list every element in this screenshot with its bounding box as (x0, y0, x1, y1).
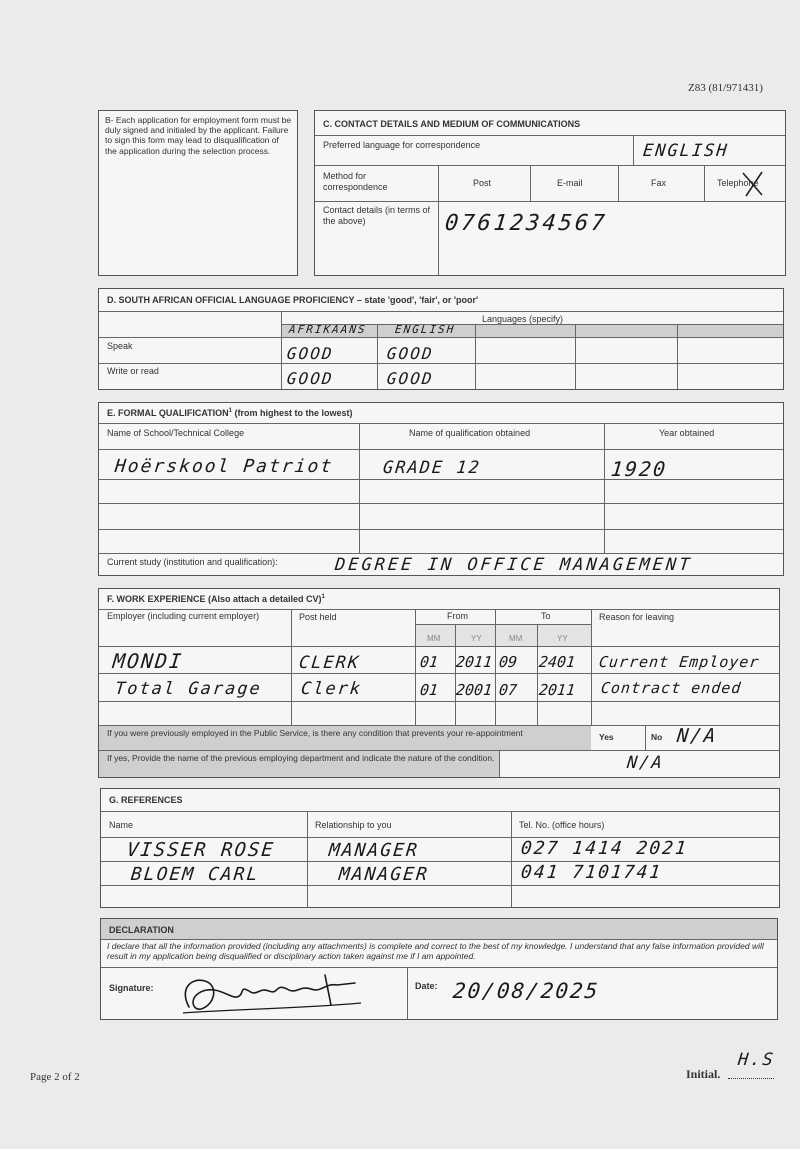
language-2[interactable]: ENGLISH (394, 323, 457, 336)
method-label: Method for correspondence (323, 171, 388, 192)
from-mm-2[interactable]: 01 (419, 681, 440, 699)
to-yy-1[interactable]: 2401 (538, 653, 577, 671)
preferred-language-label: Preferred language for correspondence (323, 140, 481, 150)
from-yy-1[interactable]: 2011 (455, 653, 494, 671)
employer-1[interactable]: MONDI (111, 649, 185, 673)
section-c-title: C. CONTACT DETAILS AND MEDIUM OF COMMUNICATIONS (323, 119, 581, 129)
to-yy-header: YY (557, 634, 568, 643)
contact-label: Contact details (in terms of the above) (323, 205, 431, 226)
signature-label: Signature: (109, 983, 154, 993)
ref-tel-2[interactable]: 041 7101741 (519, 862, 664, 883)
previous-dept-question: If yes, Provide the name of the previous employing department and indicate the nature of the condition. (107, 753, 495, 763)
declaration-text: I declare that all the information provided (including any attachments) is complete and correct to the best of my knowledge. I understand that any false information provided will result in my application being disqualified or disciplinary action taken against me if I am appointed. (107, 941, 764, 962)
no-value[interactable]: N/A (675, 725, 719, 747)
languages-header: Languages (specify) (482, 314, 564, 324)
year-header: Year obtained (659, 428, 715, 438)
to-mm-header: MM (509, 634, 523, 643)
write-label: Write or read (107, 366, 159, 376)
previous-dept-value[interactable]: N/A (625, 753, 665, 773)
ref-relationship-2[interactable]: MANAGER (337, 864, 430, 885)
section-d (98, 288, 784, 390)
employer-header: Employer (including current employer) (107, 611, 260, 621)
preferred-language-value[interactable]: ENGLISH (641, 141, 730, 161)
speak-value-2[interactable]: GOOD (386, 344, 435, 363)
date-label: Date: (415, 981, 438, 991)
section-e (98, 402, 784, 576)
reason-1[interactable]: Current Employer (598, 653, 761, 671)
post-2[interactable]: Clerk (299, 679, 364, 699)
to-mm-2[interactable]: 07 (498, 681, 519, 699)
year-value[interactable]: 1920 (609, 457, 669, 481)
language-1[interactable]: AFRIKAANS (288, 323, 368, 336)
date-value[interactable]: 20/08/2025 (451, 979, 601, 1003)
reason-2[interactable]: Contract ended (600, 679, 743, 697)
initial-label: Initial. (686, 1067, 721, 1081)
ref-relationship-header: Relationship to you (315, 820, 392, 830)
section-f (98, 588, 780, 778)
reason-header: Reason for leaving (599, 612, 675, 622)
note-box (98, 110, 298, 276)
post-header: Post held (299, 612, 337, 622)
from-yy-2[interactable]: 2001 (455, 681, 494, 699)
contact-value[interactable]: 0761234567 (443, 211, 609, 236)
ref-name-1[interactable]: VISSER ROSE (125, 839, 276, 861)
no-label[interactable]: No (651, 732, 663, 742)
write-value-1[interactable]: GOOD (286, 369, 335, 388)
note-text: B- Each application for employment form must be duly signed and initialed by the applicant. Failure to sign this form may lead to disqualification of the application during the selection process. (105, 115, 292, 156)
section-g (100, 788, 780, 908)
declaration (100, 918, 778, 1020)
declaration-title: DECLARATION (109, 925, 174, 935)
school-value[interactable]: Hoërskool Patriot (113, 456, 335, 477)
method-telephone[interactable]: Telephone (717, 178, 759, 188)
telephone-cross-mark (740, 169, 766, 199)
section-g-title: G. REFERENCES (109, 795, 183, 805)
section-e-title: E. FORMAL QUALIFICATION$^1$ (from highest to the lowest) (107, 408, 353, 418)
method-fax[interactable]: Fax (651, 178, 667, 188)
ref-tel-header: Tel. No. (office hours) (519, 820, 605, 830)
section-f-title: F. WORK EXPERIENCE (Also attach a detailed CV)$^1$ (107, 594, 325, 604)
initial-value[interactable]: H.S (736, 1050, 776, 1070)
from-header: From (447, 611, 468, 621)
ref-name-header: Name (109, 820, 134, 830)
from-mm-1[interactable]: 01 (419, 653, 440, 671)
ref-relationship-1[interactable]: MANAGER (327, 840, 420, 861)
page-number: Page 2 of 2 (30, 1071, 80, 1083)
to-header: To (541, 611, 551, 621)
post-1[interactable]: CLERK (297, 653, 362, 673)
speak-label: Speak (107, 341, 133, 351)
from-yy-header: YY (471, 634, 482, 643)
section-c (314, 110, 786, 276)
section-d-title: D. SOUTH AFRICAN OFFICIAL LANGUAGE PROFICIENCY – state 'good', 'fair', or 'poor' (107, 295, 479, 305)
ref-tel-1[interactable]: 027 1414 2021 (519, 838, 689, 859)
qualification-header: Name of qualification obtained (409, 428, 531, 438)
current-study-value[interactable]: DEGREE IN OFFICE MANAGEMENT (333, 555, 694, 575)
speak-value-1[interactable]: GOOD (286, 344, 335, 363)
to-yy-2[interactable]: 2011 (538, 681, 577, 699)
qualification-value[interactable]: GRADE 12 (381, 458, 482, 478)
initial-line (728, 1078, 774, 1079)
write-value-2[interactable]: GOOD (386, 369, 435, 388)
method-email[interactable]: E-mail (557, 178, 583, 188)
current-study-label: Current study (institution and qualification): (107, 557, 278, 567)
public-service-question: If you were previously employed in the Public Service, is there any condition that prevents your re-appointment (107, 728, 523, 738)
ref-name-2[interactable]: BLOEM CARL (129, 864, 261, 885)
from-mm-header: MM (427, 634, 441, 643)
school-header: Name of School/Technical College (107, 428, 245, 438)
method-post[interactable]: Post (473, 178, 492, 188)
employer-2[interactable]: Total Garage (113, 679, 263, 699)
form-code: Z83 (81/971431) (688, 82, 763, 94)
yes-label[interactable]: Yes (599, 732, 614, 742)
to-mm-1[interactable]: 09 (498, 653, 519, 671)
signature-image[interactable] (175, 969, 375, 1017)
